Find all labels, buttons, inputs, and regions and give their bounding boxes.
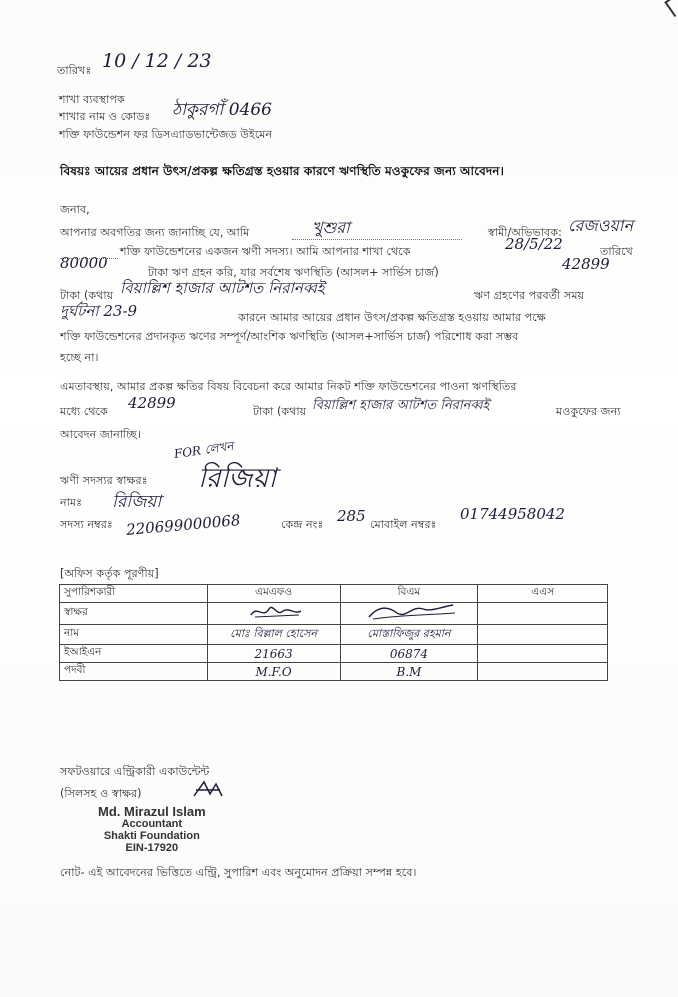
member-sign-label: ঋণী সদস্যর স্বাক্ষরঃ (60, 474, 148, 487)
para1-part-j: হচ্ছে না। (60, 351, 99, 364)
mobile-number: 01744958042 (460, 505, 565, 523)
as-ein (478, 645, 608, 663)
office-table (59, 584, 608, 681)
row-label: পদবী (60, 663, 208, 681)
waive-amount-fill: 42899 (128, 394, 176, 412)
subject: বিষয়ঃ আয়ের প্রধান উৎস/প্রকল্প ক্ষতিগ্রস্ত হওয়ার কারণে ঋণস্থিতি মওকুফের জন্য আবেদন। (60, 164, 504, 178)
accountant-name: Md. Mirazul Islam (98, 804, 206, 819)
para1-part-i: শক্তি ফাউন্ডেশনের প্রদানকৃত ঋণের সম্পূর্ণ/আংশিক ঋণস্থিতি (আসল+সার্ভিস চার্জ) পরিশোধ করা সম্ভব (60, 330, 519, 343)
bm-signature (359, 603, 459, 621)
as-designation (478, 663, 608, 681)
accountant-org: Shakti Foundation (103, 830, 200, 842)
para1-part-d: তারিখে (600, 245, 633, 258)
table-row (60, 625, 608, 645)
table-row (60, 603, 608, 625)
para1-part-f: টাকা (কথায় (60, 289, 114, 302)
table-row (60, 645, 608, 663)
guardian-name-fill: রেজওয়ান (568, 216, 633, 235)
bm-designation: B.M (340, 663, 478, 681)
for-note: FOR লেখন (173, 438, 235, 462)
bm-signature-cell (340, 603, 478, 625)
office-heading: [অফিস কর্তৃক পূরণীয়] (60, 567, 159, 580)
mfo-ein: 21663 (207, 645, 340, 663)
column-header: এএস (478, 585, 608, 603)
member-signature: রিজিয়া (198, 463, 277, 494)
recipient-line-2-label: শাখার নাম ও কোডঃ (59, 110, 151, 123)
row-label: নাম (60, 625, 208, 645)
para2-part-b: মধ্যে থেকে (60, 405, 108, 418)
row-label: স্বাক্ষর (60, 603, 208, 625)
recipient-line-3: শক্তি ফাউন্ডেশন ফর ডিসএ্যাডভান্টেজড উইমেন (59, 128, 273, 141)
member-name: রিজিয়া (112, 492, 162, 512)
para1-part-g: ঋণ গ্রহণের পরবর্তী সময় (474, 289, 585, 302)
accountant-title: Accountant (121, 818, 183, 830)
member-name-label: নামঃ (60, 496, 83, 509)
center-number: 285 (337, 507, 366, 525)
loan-date-fill: 28/5/22 (505, 235, 563, 253)
table-row (60, 663, 608, 681)
mfo-name: মোঃ বিল্লাল হোসেন (207, 625, 340, 645)
center-label: কেন্দ্র নংঃ (281, 518, 324, 531)
member-id: 220699000068 (125, 511, 242, 539)
para2-part-d: মওকুফের জন্য (556, 405, 621, 418)
para1-part-h: কারনে আমার আয়ের প্রধান উৎস/প্রকল্প ক্ষতিগ্রস্ত হওয়ায় আমার পক্ষে (238, 311, 546, 324)
accountant-line-1: সফটওয়ারে এন্ট্রিকারী একাউন্টেন্ট (60, 765, 210, 778)
member-id-label: সদস্য নম্বরঃ (60, 518, 113, 531)
balance-fill: 42899 (562, 255, 610, 273)
table-row (60, 585, 608, 603)
date-label: তারিখঃ (57, 64, 92, 77)
column-header: বিএম (340, 585, 478, 603)
column-header: সুপারিশকারী (60, 585, 208, 603)
mobile-label: মোবাইল নম্বরঃ (370, 518, 437, 531)
branch-code: ঠাকুরগাঁ 0466 (172, 100, 272, 120)
waive-words-fill: বিয়াল্লিশ হাজার আটশত নিরানব্বই (312, 398, 490, 413)
recipient-line-1: শাখা ব্যবস্থাপক (59, 93, 125, 106)
date-value: 10 / 12 / 23 (102, 50, 212, 72)
para2-part-e: আবেদন জানাচ্ছি। (60, 428, 141, 441)
as-name (478, 625, 608, 645)
para2-part-a: এমতাবস্থায়, আমার প্রকল্প ক্ষতির বিষয় বিবেচনা করে আমার নিকট শক্তি ফাউন্ডেশনের পাওনা ঋণস্থিতির (60, 380, 517, 393)
salutation: জনাব, (60, 203, 90, 216)
bm-ein: 06874 (340, 645, 478, 663)
footer-note: নোট- এই আবেদনের ভিত্তিতে এন্ট্রি, সুপারিশ এবং অনুমোদন প্রক্রিয়া সম্পন্ন হবে। (60, 866, 417, 879)
para1-part-a: আপনার অবগতির জন্য জানাচ্ছি যে, আমি (60, 226, 250, 239)
cause-fill: দুর্ঘটনা 23-9 (60, 302, 138, 320)
accountant-ein: EIN-17920 (125, 842, 179, 854)
para2-part-c: টাকা (কথায় (253, 405, 307, 418)
accountant-signature (190, 778, 226, 800)
para1-part-b: স্বামী/অভিভাবক: (488, 226, 562, 239)
accountant-seal (98, 806, 206, 854)
accountant-line-2: (সিলসহ ও স্বাক্ষর) (60, 787, 142, 800)
bm-name: মোস্তাফিজুর রহমান (340, 625, 478, 645)
as-signature-cell (478, 603, 608, 625)
row-label: ইআইএন (60, 645, 208, 663)
applicant-name-fill: খুশুরা (312, 218, 350, 237)
para1-part-c: শক্তি ফাউন্ডেশনের একজন ঋণী সদস্য। আমি আপনার শাখা থেকে (120, 245, 411, 258)
loan-amount-fill: 80000 (60, 254, 108, 272)
corner-fold-mark (664, 0, 678, 17)
mfo-designation: M.F.O (207, 663, 340, 681)
para1-part-e: টাকা ঋণ গ্রহন করি, যার সর্বশেষ ঋণস্থিতি (আসল+ সার্ভিস চার্জ) (148, 266, 439, 279)
mfo-signature (229, 603, 319, 621)
mfo-signature-cell (207, 603, 340, 625)
balance-words-fill: বিয়াল্লিশ হাজার আটশত নিরানব্বই (120, 279, 325, 297)
column-header: এমএফও (207, 585, 340, 603)
